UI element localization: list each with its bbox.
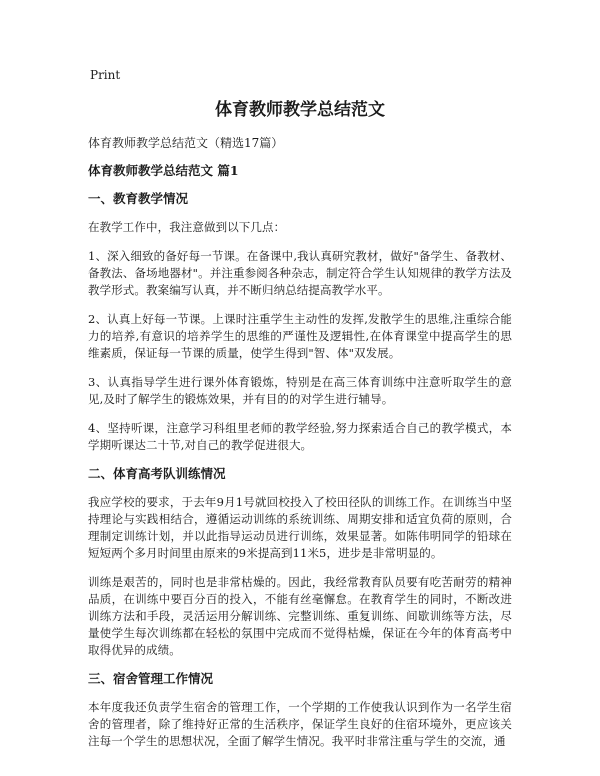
print-link[interactable]: Print <box>90 68 121 82</box>
document-subtitle: 体育教师教学总结范文（精选17篇） <box>88 136 284 150</box>
paragraph-item-2: 2、认真上好每一节课。上课时注重学生主动性的发挥,发散学生的思维,注重综合能力的培养,有意识的培养学生的思维的严谨性及逻辑性,在体育课堂中提高学生的思维素质，保证每一节课的质量，使学生得到"智、体"双发展。 <box>88 312 512 360</box>
document-title: 体育教师教学总结范文 <box>215 100 385 120</box>
paragraph-item-3: 3、认真指导学生进行课外体育锻炼，特别是在高三体育训练中注意听取学生的意见,及时了解学生的锻炼效果，并有目的的对学生进行辅导。 <box>88 375 512 406</box>
heading-dormitory: 三、宿舍管理工作情况 <box>88 671 214 686</box>
heading-training: 二、体育高考队训练情况 <box>88 466 226 481</box>
intro-paragraph: 在教学工作中，我注意做到以下几点： <box>88 220 286 234</box>
section-title: 体育教师教学总结范文 篇1 <box>88 163 239 178</box>
paragraph-training-2: 训练是艰苦的，同时也是非常枯燥的。因此，我经常教育队员要有吃苦耐劳的精神品质，在训练中要百分百的投入，不能有丝毫懈怠。在教育学生的同时，不断改进训练方法和手段，灵活运用分解训练、完整训练、重复训练、间歇训练等方法，尽量使学生每次训练都在轻松的氛围中完成而不觉得枯燥，保证在今年的体育高考中取得优异的成绩。 <box>88 575 512 657</box>
heading-teaching: 一、教育教学情况 <box>88 191 189 206</box>
paragraph-item-4: 4、坚持听课，注意学习科组里老师的教学经验,努力探索适合自己的教学模式，本学期听课达二十节,对自己的教学促进很大。 <box>88 421 512 452</box>
paragraph-training-1: 我应学校的要求，于去年9月1号就回校投入了校田径队的训练工作。在训练当中坚持理论与实践相结合，遵循运动训练的系统训练、周期安排和适宜负荷的原则，合理制定训练计划，并以此指导运动员进行训练，效果显著。如陈伟明同学的铅球在短短两个多月时间里由原来的9米提高到11米5，进步是非常明显的。 <box>88 495 512 560</box>
paragraph-dormitory-1: 本年度我还负责学生宿舍的管理工作，一个学期的工作使我认识到作为一名学生宿舍的管理者，除了维持好正常的生活秩序，保证学生良好的住宿环境外，更应该关注每一个学生的思想状况，全面了解学生情况。我平时非常注重与学生的交流，通 <box>88 700 512 748</box>
paragraph-item-1: 1、深入细致的备好每一节课。在备课中,我认真研究教材，做好"备学生、备教材、备教法、备场地器材"。并注重参阅各种杂志，制定符合学生认知规律的教学方法及教学形式。教案编写认真，并不断归纳总结提高教学水平。 <box>88 249 512 297</box>
